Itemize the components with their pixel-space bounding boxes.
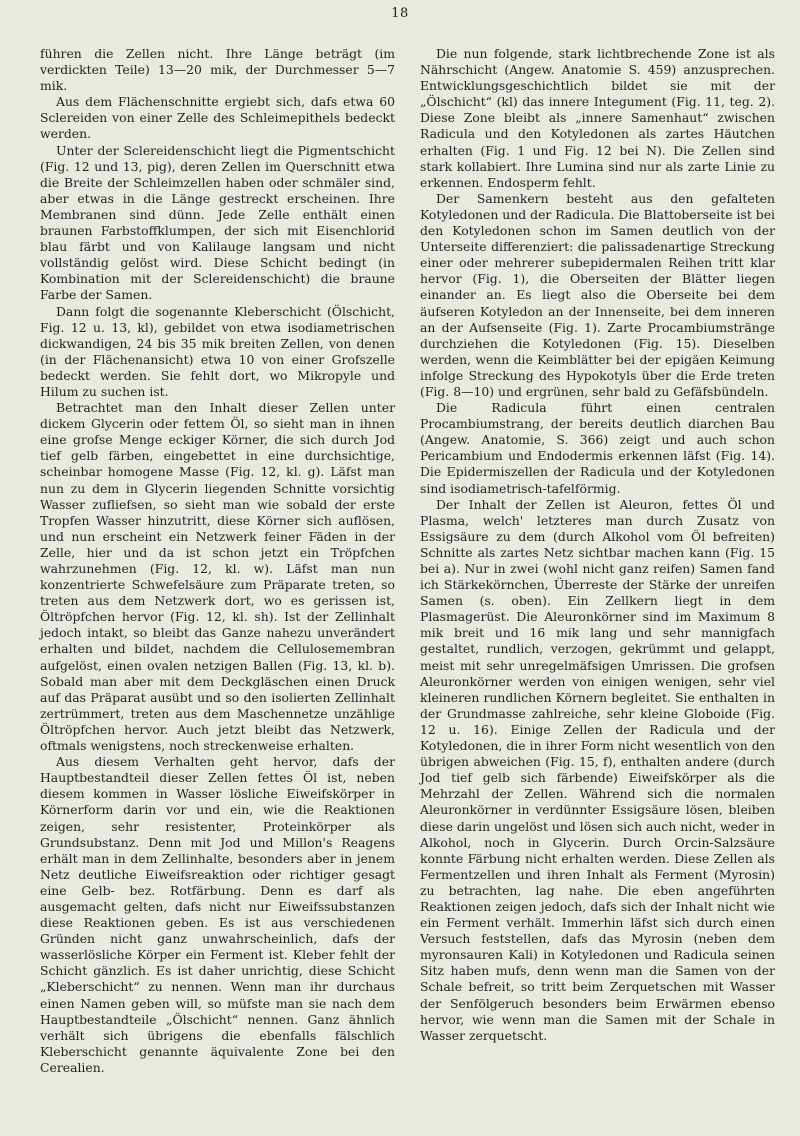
paragraph: Der Inhalt der Zellen ist Aleuron, fettes Öl und Plasma, welch' letzteres man durch Zusatz von Essigsäure zu dem (durch Alkohol vom Öl befreiten) Schnitte als zartes Netz sichtbar machen kann (Fig. 15 bei a). Nur in zwei (wohl nicht ganz reifen) Samen fand ich Stärkekörnchen, Überreste der Stärke der unreifen Samen (s. oben). Ein Zellkern liegt in dem Plasmagerüst. Die Aleuronkörner sind im Maximum 8 mik breit und 16 mik lang und sehr mannigfach gestaltet, rundlich, verzogen, gekrümmt und gelappt, meist mit sehr unregelmäfsigen Umrissen. Die grofsen Aleuronkörner werden von einigen wenigen, sehr viel kleineren rundlichen Körnern begleitet. Sie enthalten in der Grundmasse zahlreiche, sehr kleine Globoide (Fig. 12 u. 16). Einige Zellen der Radicula und der Kotyledonen, die in ihrer Form nicht wesentlich von den übrigen abweichen (Fig. 15, f), enthalten andere (durch Jod tief gelb sich färbende) Eiweifskörper als die Mehrzahl der Zellen. Während sich die normalen Aleuronkörner in verdünnter Essigsäure lösen, bleiben diese darin ungelöst und lösen sich auch nicht, weder in Alkohol, noch in Glycerin. Durch Orcin-Salzsäure konnte Färbung nicht erhalten werden. Diese Zellen als Fermentzellen und ihren Inhalt als Ferment (Myrosin) zu betrachten, lag nahe. Die eben angeführten Reaktionen zeigen jedoch, dafs sich der Inhalt nicht wie ein Ferment verhält. Immerhin läfst sich durch einen Versuch feststellen, dafs das Myrosin (neben dem myronsauren Kali) in Kotyledonen und Radicula seinen Sitz haben mufs, denn wenn man die Samen von der Schale befreit, so tritt beim Zerquetschen mit Wasser der Senfölgeruch besonders beim Erwärmen ebenso hervor, wie wenn man die Samen mit der Schale in Wasser zerquetscht. (420, 496, 775, 1043)
paragraph: Unter der Sclereidenschicht liegt die Pigmentschicht (Fig. 12 und 13, pig), deren Zellen im Querschnitt etwa die Breite der Schleimzellen haben oder schmäler sind, aber etwas in die Länge gestreckt erscheinen. Ihre Membranen sind dünn. Jede Zelle enthält einen braunen Farbstoffklumpen, der sich mit Eisenchlorid blau färbt und von Kalilauge langsam und nicht vollständig gelöst wird. Diese Schicht bedingt (in Kombination mit der Sclereidenschicht) die braune Farbe der Samen. (40, 142, 395, 303)
left-column (40, 46, 395, 1076)
paragraph: Aus diesem Verhalten geht hervor, dafs der Hauptbestandteil dieser Zellen fettes Öl ist, neben diesem kommen in Wasser lösliche Eiweifskörper in Körnerform darin vor und ein, wie die Reaktionen zeigen, sehr resistenter, Proteinkörper als Grundsubstanz. Denn mit Jod und Millon's Reagens erhält man in dem Zellinhalte, besonders aber in jenem Netz deutliche Eiweifsreaktion oder richtiger gesagt eine Gelb- bez. Rotfärbung. Denn es darf als ausgemacht gelten, dafs nicht nur Eiweifssubstanzen diese Reaktionen geben. Es ist aus verschiedenen Gründen nicht ganz unwahrscheinlich, dafs der wasserlösliche Körper ein Ferment ist. Kleber fehlt der Schicht gänzlich. Es ist daher unrichtig, diese Schicht „Kleberschicht“ zu nennen. Wenn man ihr durchaus einen Namen geben will, so müfste man sie nach dem Hauptbestandteile „Ölschicht“ nennen. Ganz ähnlich verhält sich übrigens die ebenfalls fälschlich Kleberschicht genannte äquivalente Zone bei den Cerealien. (40, 754, 395, 1075)
paragraph: Betrachtet man den Inhalt dieser Zellen unter dickem Glycerin oder fettem Öl, so sieht man in ihnen eine grofse Menge eckiger Körner, die sich durch Jod tief gelb färben, eingebettet in eine durchsichtige, scheinbar homogene Masse (Fig. 12, kl. g). Läfst man nun zu dem in Glycerin liegenden Schnitte vorsichtig Wasser zufliefsen, so sieht man wie sobald der erste Tropfen Wasser hinzutritt, diese Körner sich auflösen, und nun erscheint ein Netzwerk feiner Fäden in der Zelle, hier und da ist schon jetzt ein Tröpfchen wahrzunehmen (Fig. 12, kl. w). Läfst man nun konzentrierte Schwefelsäure zum Präparate treten, so treten aus dem Netzwerk dort, wo es gerissen ist, Öltröpfchen hervor (Fig. 12, kl. sh). Ist der Zellinhalt jedoch intakt, so bleibt das Ganze nahezu unverändert erhalten und bildet, nachdem die Cellulosemembran aufgelöst, einen ovalen netzigen Ballen (Fig. 13, kl. b). Sobald man aber mit dem Deckgläschen einen Druck auf das Präparat ausübt und so den isolierten Zellinhalt zertrümmert, treten aus dem Maschennetze unzählige Öltröpfchen hervor. Auch jetzt bleibt das Netzwerk, oftmals wenigstens, noch streckenweise erhalten. (40, 400, 395, 754)
paragraph: Die Radicula führt einen centralen Procambiumstrang, der bereits deutlich diarchen Bau (Angew. Anatomie, S. 366) zeigt und auch schon Pericambium und Endodermis erkennen läfst (Fig. 14). Die Epidermiszellen der Radicula und der Kotyledonen sind isodiametrisch-tafelförmig. (420, 400, 775, 496)
paragraph: Die nun folgende, stark lichtbrechende Zone ist als Nährschicht (Angew. Anatomie S. 459) anzusprechen. Entwicklungsgeschichtlich bildet sie mit der „Ölschicht“ (kl) das innere Integument (Fig. 11, teg. 2). Diese Zone bleibt als „innere Samenhaut“ zwischen Radicula und den Kotyledonen als zartes Häutchen erhalten (Fig. 1 und Fig. 12 bei N). Die Zellen sind stark kollabiert. Ihre Lumina sind nur als zarte Linie zu erkennen. Endosperm fehlt. (420, 46, 775, 190)
page-number: 18 (391, 6, 409, 21)
right-column (420, 46, 775, 1044)
paragraph: Dann folgt die sogenannte Kleberschicht (Ölschicht, Fig. 12 u. 13, kl), gebildet von etwa isodiametrischen dickwandigen, 24 bis 35 mik breiten Zellen, von denen (in der Flächenansicht) etwa 10 von einer Grofszelle bedeckt werden. Sie fehlt dort, wo Mikropyle und Hilum zu suchen ist. (40, 303, 395, 399)
paragraph: Aus dem Flächenschnitte ergiebt sich, dafs etwa 60 Sclereiden von einer Zelle des Schleimepithels bedeckt werden. (40, 94, 395, 142)
paragraph: führen die Zellen nicht. Ihre Länge beträgt (im verdickten Teile) 13—20 mik, der Durchmesser 5—7 mik. (40, 46, 395, 94)
paragraph: Der Samenkern besteht aus den gefalteten Kotyledonen und der Radicula. Die Blattoberseite ist bei den Kotyledonen schon im Samen deutlich von der Unterseite differenziert: die palissadenartige Streckung einer oder mehrerer subepidermalen Reihen tritt klar hervor (Fig. 1), die Oberseiten der Blätter liegen einander an. Es liegt also die Oberseite bei dem äufseren Kotyledon an der Innenseite, bei dem inneren an der Aufsenseite (Fig. 1). Zarte Procambiumstränge durchziehen die Kotyledonen (Fig. 15). Dieselben werden, wenn die Keimblätter bei der epigäen Keimung infolge Streckung des Hypokotyls über die Erde treten (Fig. 8—10) und ergrünen, sehr bald zu Gefäfsbündeln. (420, 190, 775, 399)
